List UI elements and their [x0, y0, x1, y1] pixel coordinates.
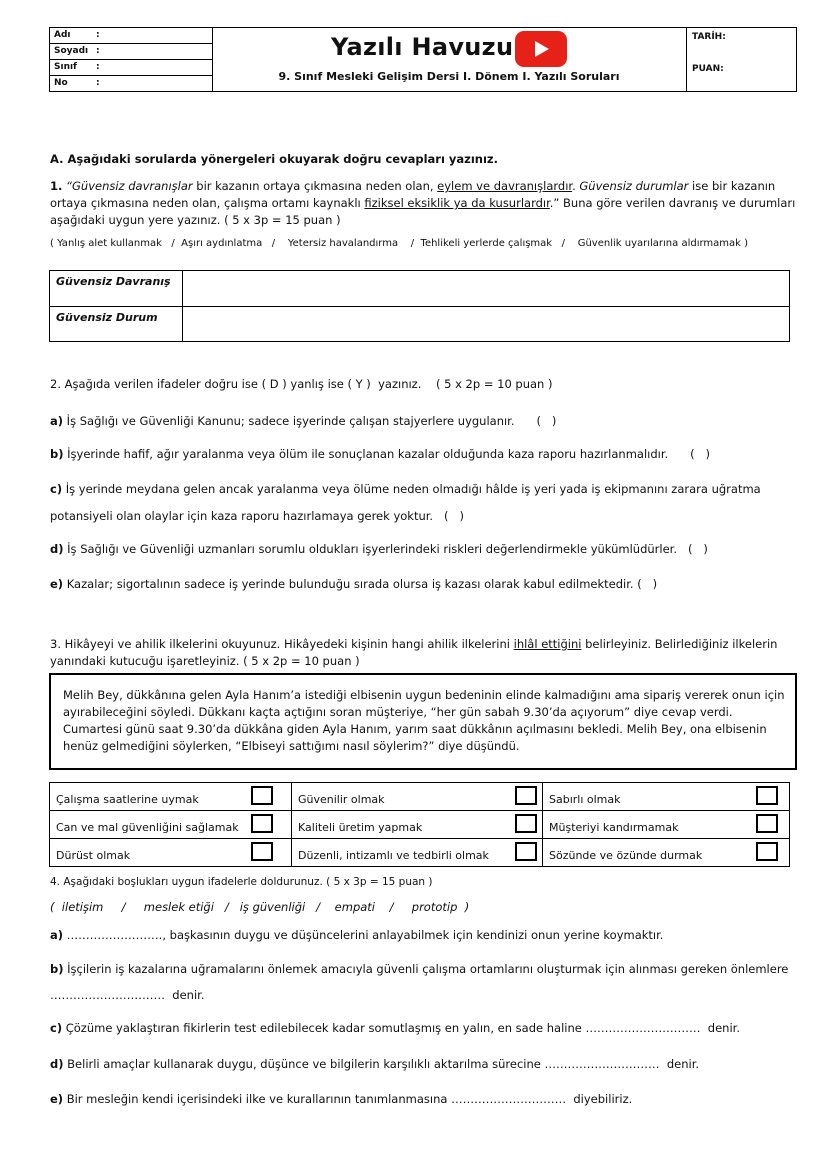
option-keep-word: Sözünde ve özünde durmak: [549, 849, 703, 862]
unsafe-behavior-label: Güvensiz Davranış: [50, 271, 183, 306]
q1-options: ( Yanlış alet kullanmak / Aşırı aydınlatma / Yetersiz havalandırma / Tehlikeli yerlerde çalışmak / Güvenlik uyarılarına aldırmamak ): [50, 238, 749, 249]
youtube-play-icon: [515, 31, 567, 67]
date-label: TARİH:: [692, 32, 726, 42]
q2-item-c: c) İş yerinde meydana gelen ancak yaralanma veya ölüme neden olmadığı hâlde iş yeri yada iş ekipmanını zarara uğratma: [50, 482, 761, 496]
option-safety: Can ve mal güvenliğini sağlamak: [56, 821, 239, 834]
checkbox-working-hours[interactable]: [251, 786, 273, 805]
q4-title: 4. Aşağıdaki boşlukları uygun ifadelerle doldurunuz. ( 5 x 3p = 15 puan ): [50, 876, 433, 888]
name-field[interactable]: Adı :: [50, 28, 212, 44]
checkbox-quality[interactable]: [515, 814, 537, 833]
q4-item-b: b) İşçilerin iş kazalarına uğramalarını önlemek amacıyla güvenli çalışma ortamlarını oluşturmak için alınması gereken önlemlere: [50, 962, 789, 976]
checkbox-keep-word[interactable]: [756, 842, 778, 861]
unsafe-behavior-row: [50, 271, 789, 306]
q1-line2: ortaya çıkmasına neden olan, çalışma ortamı kaynaklı fiziksel eksiklik ya da kusurlardır.” Buna göre verilen davranış ve durumları: [50, 196, 796, 210]
q4-item-d: d) Belirli amaçlar kullanarak duygu, düşünce ve bilgilerin karşılıklı aktarılma sürecine ………………………… denir.: [50, 1057, 700, 1071]
student-info-fields: [50, 28, 213, 91]
exam-subtitle: 9. Sınıf Mesleki Gelişim Dersi I. Dönem I. Yazılı Soruları: [278, 70, 620, 83]
q3-options-grid: [49, 782, 790, 867]
exam-header: [49, 27, 797, 92]
unsafe-condition-row: [50, 306, 789, 342]
q2-item-d: d) İş Sağlığı ve Güvenliği uzmanları sorumlu oldukları işyerlerindeki riskleri değerlendirmekle yükümlüdürler. ( ): [50, 542, 708, 556]
option-orderly: Düzenli, intizamlı ve tedbirli olmak: [298, 849, 489, 862]
checkbox-honest[interactable]: [251, 842, 273, 861]
checkbox-reliable[interactable]: [515, 786, 537, 805]
unsafe-behavior-answer-cell[interactable]: [184, 271, 788, 305]
section-a-heading: A. Aşağıdaki sorularda yönergeleri okuyarak doğru cevapları yazınız.: [50, 152, 498, 166]
option-working-hours: Çalışma saatlerine uymak: [56, 793, 199, 806]
q4-item-b-cont: ………………………… denir.: [50, 988, 205, 1002]
option-patient: Sabırlı olmak: [549, 793, 621, 806]
unsafe-condition-label: Güvensiz Durum: [50, 307, 183, 342]
checkbox-patient[interactable]: [756, 786, 778, 805]
q2-item-c-cont: potansiyeli olan olaylar için kaza raporu hazırlamaya gerek yoktur. ( ): [50, 509, 464, 523]
checkbox-orderly[interactable]: [515, 842, 537, 861]
score-label: PUAN:: [692, 64, 724, 74]
option-quality: Kaliteli üretim yapmak: [298, 821, 423, 834]
header-title-area: [213, 28, 685, 91]
surname-field[interactable]: Soyadı :: [50, 44, 212, 60]
checkbox-safety[interactable]: [251, 814, 273, 833]
checkbox-no-deceive[interactable]: [756, 814, 778, 833]
option-no-deceive: Müşteriyi kandırmamak: [549, 821, 679, 834]
q3-instruction-1: 3. Hikâyeyi ve ahilik ilkelerini okuyunuz. Hikâyedeki kişinin hangi ahilik ilkelerini ihlâl ettiğini belirleyiniz. Belirlediğiniz ilkelerin: [50, 637, 778, 651]
q4-options: ( iletişim / meslek etiği / iş güvenliği / empati / prototip ): [50, 900, 470, 914]
q1-line3: aşağıdaki uygun yere yazınız. ( 5 x 3p = 15 puan ): [50, 213, 341, 227]
q4-item-c: c) Çözüme yaklaştıran fikirlerin test edilebilecek kadar somutlaşmış en yalın, en sade haline ………………………… denir.: [50, 1021, 740, 1035]
number-field[interactable]: No :: [54, 78, 100, 88]
unsafe-condition-answer-cell[interactable]: [184, 307, 788, 341]
brand-title: Yazılı Havuzu: [331, 33, 514, 61]
class-field[interactable]: Sınıf :: [50, 60, 212, 76]
q1-line1: 1. “Güvensiz davranışlar bir kazanın ortaya çıkmasına neden olan, eylem ve davranışlardır. Güvensiz durumlar ise bir kazanın: [50, 179, 776, 193]
q2-title: 2. Aşağıda verilen ifadeler doğru ise ( D ) yanlış ise ( Y ) yazınız. ( 5 x 2p = 10 puan ): [50, 377, 553, 391]
q3-story-box: Melih Bey, dükkânına gelen Ayla Hanım’a istediği elbisenin uygun bedeninin elinde kalmadığını ama sipariş vererek onun için ayırabileceğini söyledi. Dükkanı kaçta açtığını soran müşteriye, “her gün sabah 9.30’da açıyorum” diye cevap verdi. Cumartesi günü saat 9.30’da dükkâna giden Ayla Hanım, yarım saat dükkânın açılmasını bekledi. Melih Bey, ona elbisenin henüz gelmediğini söylerken, “Elbiseyi sattığımı nasıl söylerim?” diye düşündü.: [49, 673, 797, 770]
q3-instruction-2: yanındaki kutucuğu işaretleyiniz. ( 5 x 2p = 10 puan ): [50, 654, 360, 668]
q2-item-a: a) İş Sağlığı ve Güvenliği Kanunu; sadece işyerinde çalışan stajyerlere uygulanır. ( ): [50, 414, 557, 428]
q2-item-b: b) İşyerinde hafif, ağır yaralanma veya ölüm ile sonuçlanan kazalar olduğunda kaza raporu hazırlanmalıdır. ( ): [50, 447, 711, 461]
date-score-area: [686, 28, 797, 91]
q2-item-e: e) Kazalar; sigortalının sadece iş yerinde bulunduğu sırada olursa iş kazası olarak kabul edilmektedir. ( ): [50, 577, 658, 591]
q4-item-e: e) Bir mesleğin kendi içerisindeki ilke ve kurallarının tanımlanmasına ………………………… diyebiliriz.: [50, 1092, 633, 1106]
q1-answer-table: [49, 270, 790, 342]
option-reliable: Güvenilir olmak: [298, 793, 385, 806]
q4-item-a: a) ……………………., başkasının duygu ve düşüncelerini anlayabilmek için kendinizi onun yerine koymaktır.: [50, 928, 664, 942]
option-honest: Dürüst olmak: [56, 849, 131, 862]
